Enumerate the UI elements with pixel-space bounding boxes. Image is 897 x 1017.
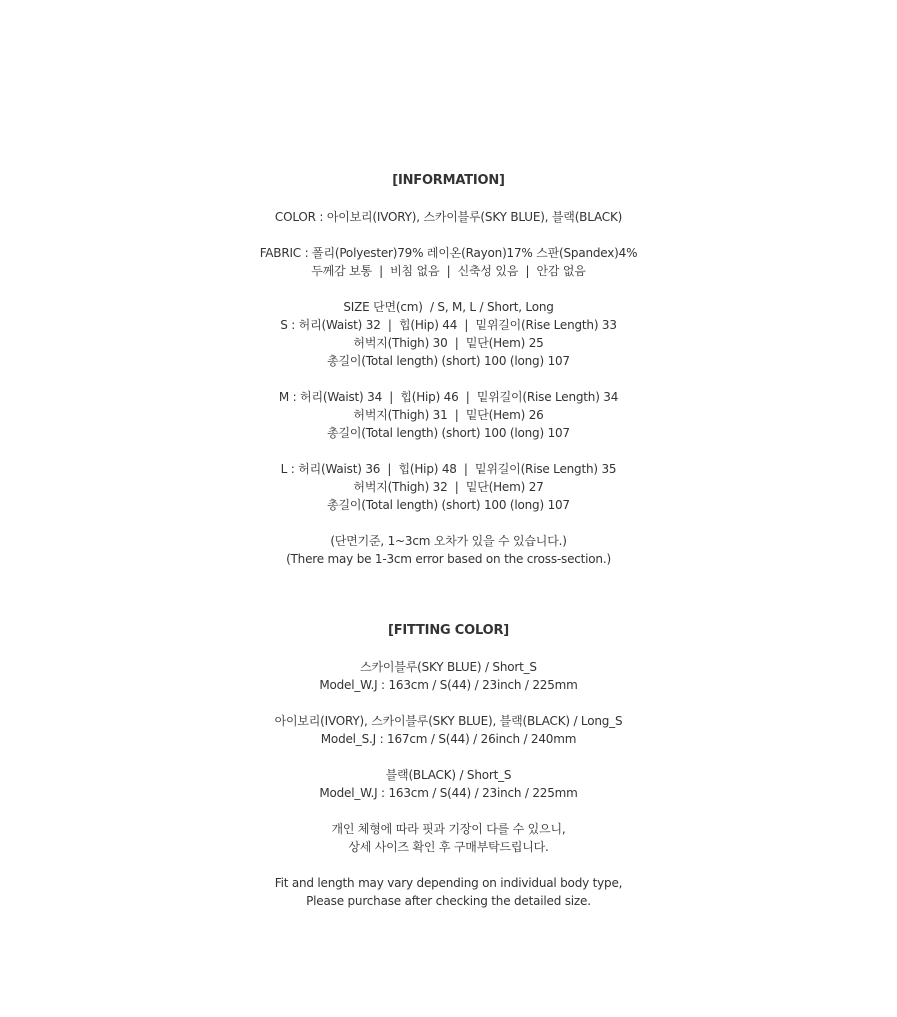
color-line: COLOR : 아이보리(IVORY), 스카이블루(SKY BLUE), 블랙(BLACK) [274, 210, 623, 224]
information-heading: [INFORMATION] [392, 173, 505, 188]
size-note-kr: (단면기준, 1~3cm 오차가 있을 수 있습니다.) [330, 534, 567, 548]
fit-3-model: Model_W.J : 163cm / S(44) / 23inch / 225mm [319, 786, 578, 800]
fit-2-color: 아이보리(IVORY), 스카이블루(SKY BLUE), 블랙(BLACK) / Long_S [274, 714, 623, 728]
fit-3-color: 블랙(BLACK) / Short_S [385, 768, 512, 782]
fabric-properties-line: 두께감 보통 | 비침 없음 | 신축성 있음 | 안감 없음 [311, 264, 586, 278]
fabric-line: FABRIC : 폴리(Polyester)79% 레이온(Rayon)17% 스판(Spandex)4% [259, 246, 638, 260]
size-l-measure-1: L : 허리(Waist) 36 | 힙(Hip) 48 | 밑위길이(Rise Length) 35 [280, 462, 617, 476]
fit-2-model: Model_S.J : 167cm / S(44) / 26inch / 240mm [320, 732, 577, 746]
size-note-en: (There may be 1-3cm error based on the cross-section.) [286, 552, 611, 566]
fitting-note-kr-1: 개인 체형에 따라 핏과 기장이 다를 수 있으니, [331, 822, 566, 836]
size-l-measure-2: 허벅지(Thigh) 32 | 밑단(Hem) 27 [353, 480, 544, 494]
size-s-measure-3: 총길이(Total length) (short) 100 (long) 107 [327, 354, 570, 368]
fitting-note-en-1: Fit and length may vary depending on individual body type, [274, 876, 623, 890]
fitting-note-kr-2: 상세 사이즈 확인 후 구매부탁드립니다. [348, 840, 549, 854]
fit-1-model: Model_W.J : 163cm / S(44) / 23inch / 225mm [319, 678, 578, 692]
size-title: SIZE 단면(cm) / S, M, L / Short, Long [343, 300, 554, 314]
size-s-measure-1: S : 허리(Waist) 32 | 힙(Hip) 44 | 밑위길이(Rise Length) 33 [280, 318, 617, 332]
size-l-measure-3: 총길이(Total length) (short) 100 (long) 107 [327, 498, 570, 512]
product-info-content [0, 172, 897, 910]
size-s-measure-2: 허벅지(Thigh) 30 | 밑단(Hem) 25 [353, 336, 544, 350]
fit-1-color: 스카이블루(SKY BLUE) / Short_S [360, 660, 537, 674]
size-m-measure-3: 총길이(Total length) (short) 100 (long) 107 [327, 426, 570, 440]
size-m-measure-2: 허벅지(Thigh) 31 | 밑단(Hem) 26 [353, 408, 544, 422]
size-m-measure-1: M : 허리(Waist) 34 | 힙(Hip) 46 | 밑위길이(Rise Length) 34 [278, 390, 619, 404]
fitting-note-en-2: Please purchase after checking the detailed size. [306, 894, 591, 908]
fitting-color-heading: [FITTING COLOR] [387, 623, 510, 638]
